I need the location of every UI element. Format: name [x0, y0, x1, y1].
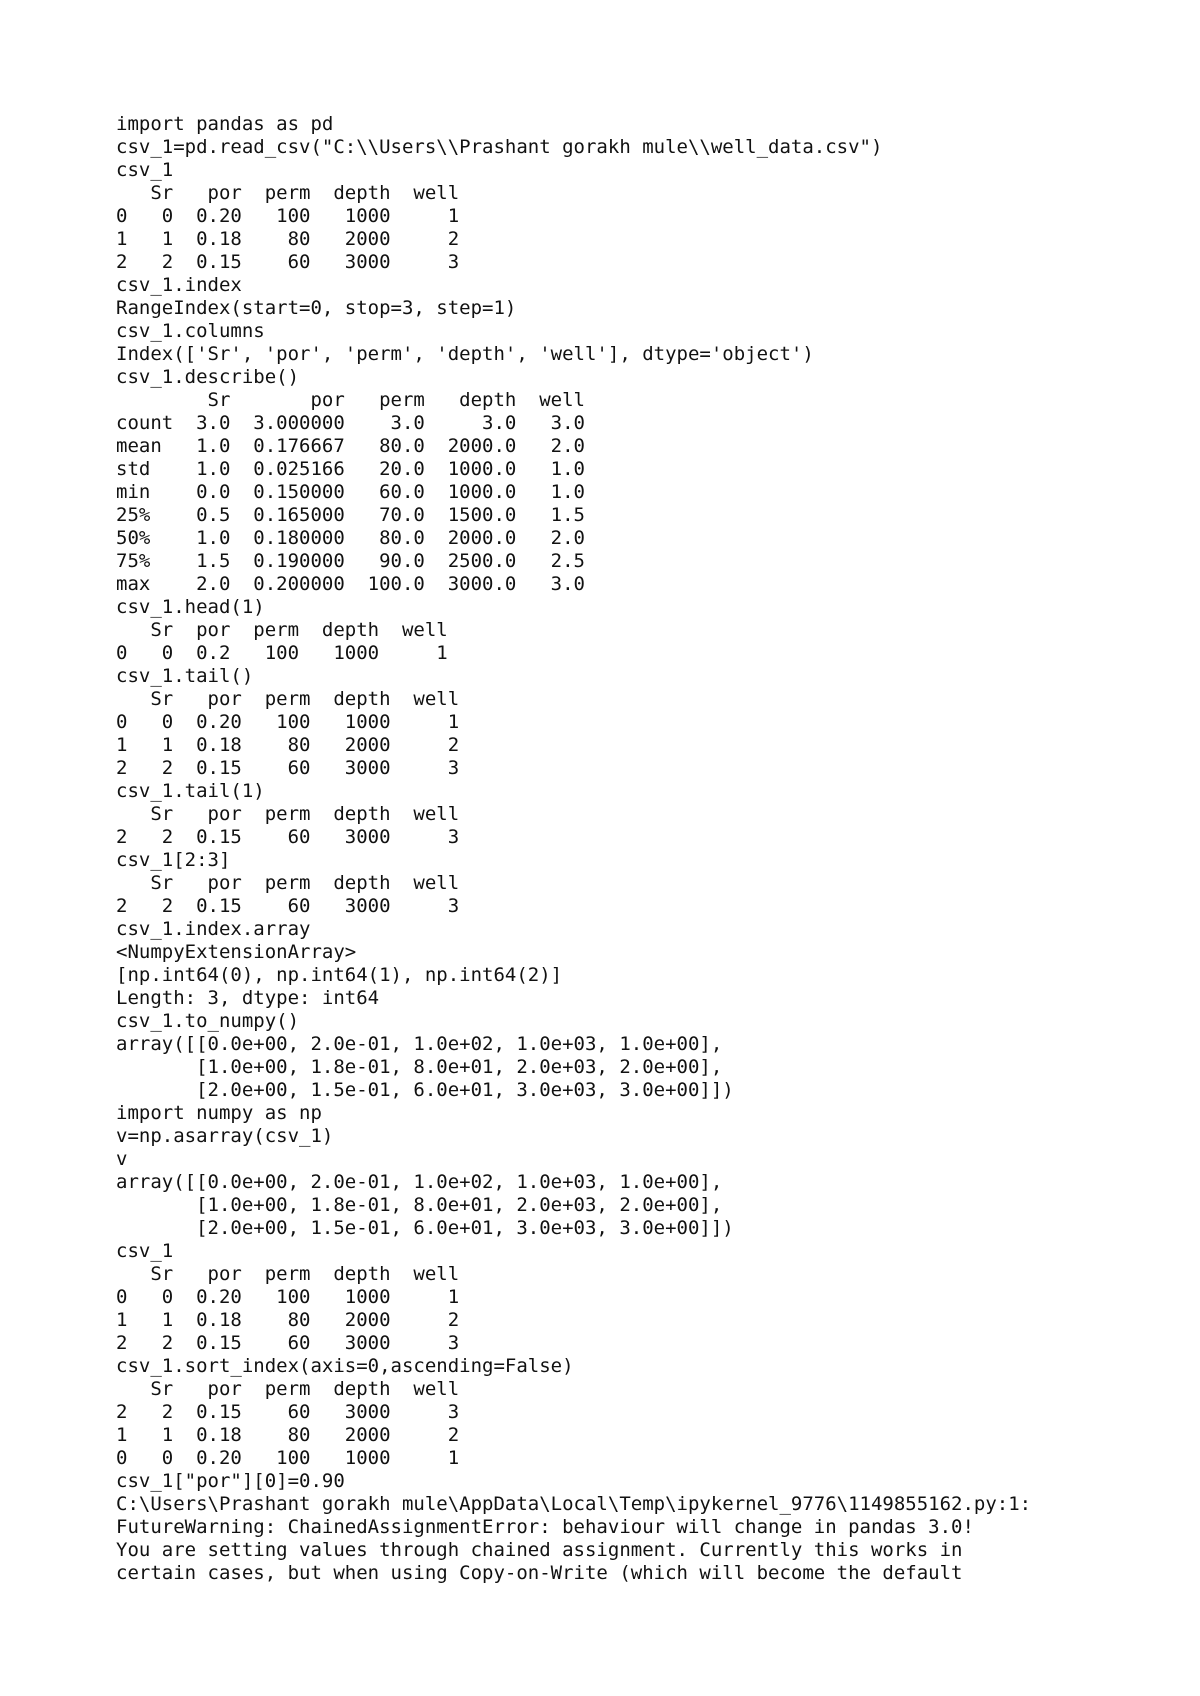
- code-line: Sr por perm depth well: [116, 803, 460, 825]
- code-line: v=np.asarray(csv_1): [116, 1125, 334, 1147]
- code-line: Sr por perm depth well: [116, 872, 460, 894]
- code-line: [2.0e+00, 1.5e-01, 6.0e+01, 3.0e+03, 3.0e+00]]): [116, 1217, 734, 1239]
- code-line: min 0.0 0.150000 60.0 1000.0 1.0: [116, 481, 585, 503]
- code-line: array([[0.0e+00, 2.0e-01, 1.0e+02, 1.0e+03, 1.0e+00],: [116, 1033, 723, 1055]
- code-line: csv_1[2:3]: [116, 849, 231, 871]
- code-line: csv_1.describe(): [116, 366, 300, 388]
- code-line: 2 2 0.15 60 3000 3: [116, 757, 460, 779]
- code-line: 1 1 0.18 80 2000 2: [116, 734, 460, 756]
- code-line: 1 1 0.18 80 2000 2: [116, 1424, 460, 1446]
- code-line: [np.int64(0), np.int64(1), np.int64(2)]: [116, 964, 563, 986]
- code-line: Sr por perm depth well: [116, 389, 585, 411]
- code-line: 0 0 0.20 100 1000 1: [116, 711, 460, 733]
- code-line: count 3.0 3.000000 3.0 3.0 3.0: [116, 412, 585, 434]
- code-line: 75% 1.5 0.190000 90.0 2500.0 2.5: [116, 550, 585, 572]
- code-line: csv_1.to_numpy(): [116, 1010, 300, 1032]
- code-line: certain cases, but when using Copy-on-Write (which will become the default: [116, 1562, 963, 1584]
- code-line: csv_1["por"][0]=0.90: [116, 1470, 345, 1492]
- code-line: RangeIndex(start=0, stop=3, step=1): [116, 297, 517, 319]
- code-line: Length: 3, dtype: int64: [116, 987, 380, 1009]
- code-line: csv_1=pd.read_csv("C:\\Users\\Prashant gorakh mule\\well_data.csv"): [116, 136, 883, 158]
- code-line: [2.0e+00, 1.5e-01, 6.0e+01, 3.0e+03, 3.0e+00]]): [116, 1079, 734, 1101]
- code-line: 50% 1.0 0.180000 80.0 2000.0 2.0: [116, 527, 585, 549]
- code-line: import pandas as pd: [116, 113, 334, 135]
- code-line: csv_1.tail(): [116, 665, 254, 687]
- code-line: csv_1.index.array: [116, 918, 311, 940]
- code-line: csv_1.head(1): [116, 596, 265, 618]
- code-line: Sr por perm depth well: [116, 688, 460, 710]
- code-line: Sr por perm depth well: [116, 182, 460, 204]
- code-transcript: [116, 113, 1031, 1585]
- code-line: csv_1.sort_index(axis=0,ascending=False): [116, 1355, 574, 1377]
- code-line: csv_1.index: [116, 274, 242, 296]
- code-line: You are setting values through chained assignment. Currently this works in: [116, 1539, 963, 1561]
- code-line: 25% 0.5 0.165000 70.0 1500.0 1.5: [116, 504, 585, 526]
- code-line: Index(['Sr', 'por', 'perm', 'depth', 'well'], dtype='object'): [116, 343, 814, 365]
- code-line: v: [116, 1148, 128, 1170]
- code-line: max 2.0 0.200000 100.0 3000.0 3.0: [116, 573, 585, 595]
- code-line: 2 2 0.15 60 3000 3: [116, 895, 460, 917]
- code-line: csv_1.columns: [116, 320, 265, 342]
- code-line: C:\Users\Prashant gorakh mule\AppData\Local\Temp\ipykernel_9776\1149855162.py:1:: [116, 1493, 1032, 1515]
- code-line: Sr por perm depth well: [116, 1378, 460, 1400]
- code-line: Sr por perm depth well: [116, 1263, 460, 1285]
- code-line: 0 0 0.20 100 1000 1: [116, 1447, 460, 1469]
- code-line: 0 0 0.20 100 1000 1: [116, 1286, 460, 1308]
- code-line: 2 2 0.15 60 3000 3: [116, 826, 460, 848]
- code-line: 2 2 0.15 60 3000 3: [116, 1332, 460, 1354]
- code-line: csv_1: [116, 1240, 174, 1262]
- code-line: 1 1 0.18 80 2000 2: [116, 228, 460, 250]
- code-line: 0 0 0.20 100 1000 1: [116, 205, 460, 227]
- code-line: array([[0.0e+00, 2.0e-01, 1.0e+02, 1.0e+03, 1.0e+00],: [116, 1171, 723, 1193]
- code-line: csv_1: [116, 159, 174, 181]
- code-line: 2 2 0.15 60 3000 3: [116, 251, 460, 273]
- code-line: mean 1.0 0.176667 80.0 2000.0 2.0: [116, 435, 585, 457]
- code-line: 2 2 0.15 60 3000 3: [116, 1401, 460, 1423]
- code-line: [1.0e+00, 1.8e-01, 8.0e+01, 2.0e+03, 2.0e+00],: [116, 1056, 723, 1078]
- code-line: FutureWarning: ChainedAssignmentError: behaviour will change in pandas 3.0!: [116, 1516, 974, 1538]
- code-line: std 1.0 0.025166 20.0 1000.0 1.0: [116, 458, 585, 480]
- code-line: 1 1 0.18 80 2000 2: [116, 1309, 460, 1331]
- code-line: csv_1.tail(1): [116, 780, 265, 802]
- code-line: <NumpyExtensionArray>: [116, 941, 357, 963]
- code-line: [1.0e+00, 1.8e-01, 8.0e+01, 2.0e+03, 2.0e+00],: [116, 1194, 723, 1216]
- code-line: 0 0 0.2 100 1000 1: [116, 642, 448, 664]
- code-line: import numpy as np: [116, 1102, 322, 1124]
- code-line: Sr por perm depth well: [116, 619, 448, 641]
